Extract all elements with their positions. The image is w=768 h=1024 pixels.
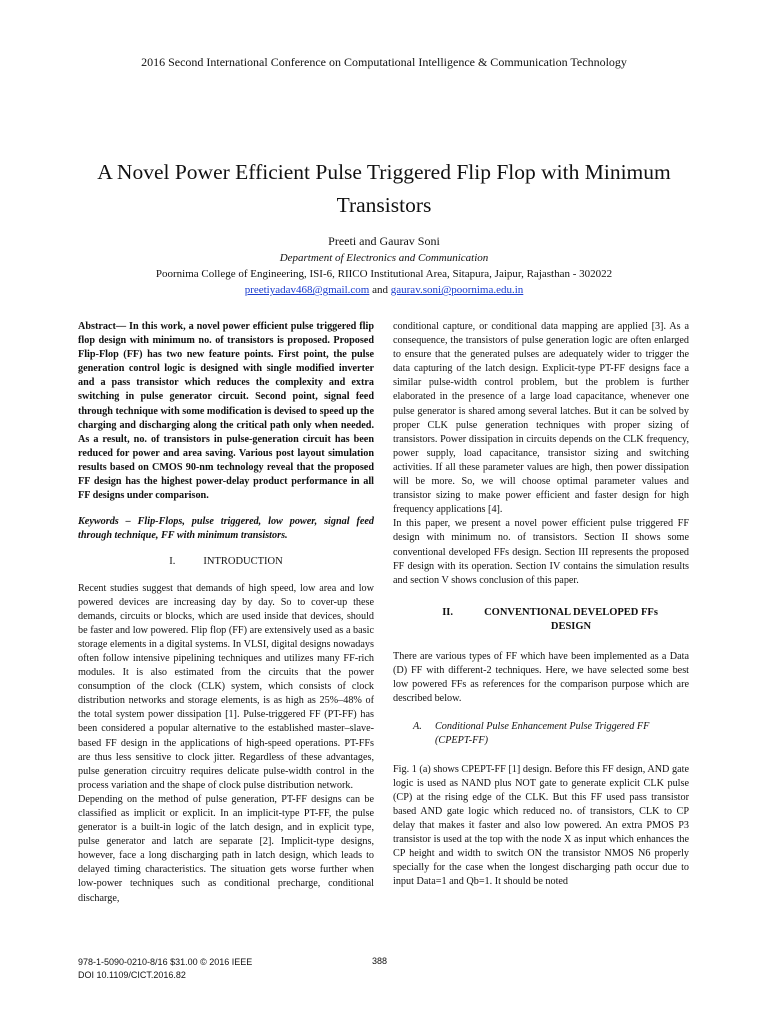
section-title: INTRODUCTION (203, 556, 283, 568)
conference-header: 2016 Second International Conference on Computational Intelligence & Communication Technology (141, 55, 627, 69)
email-separator: and (369, 284, 391, 296)
section-number: II. (442, 606, 453, 618)
section2-paragraph-2: Fig. 1 (a) shows CPEPT-FF [1] design. Before this FF design, AND gate logic is used as NAND plus NOT gate to generate explicit CLK pulse (CP) at the rising edge of the CLK. But this FF used pass transistor based AND gate logic which reduced no. of transistors, CLK to CP delay that makes it faster and also low powered. An extra PMOS P3 transistor is used at the top with the node X as input which enhances the CP height and width to switch ON the transistor NMOS N6 properly specially for the case when the longest discharging path occur due to input Data=1 and Qb=1. It should be noted (393, 763, 689, 888)
title-line-1: A Novel Power Efficient Pulse Triggered Flip Flop with Minimum (97, 160, 671, 184)
abstract: Abstract— In this work, a novel power efficient pulse triggered flip flop design with minimum no. of transistors is proposed. Proposed Flip-Flop (FF) has two new feature points. First point, the pulse generation control logic is designed with single modified inverter and a pass transistor which reduces the complexity and extra switching in pulse generator circuit. Second point, signal feed through technique with some modification is devised to speed up the charging and discharging along the critical path only when needed. As a result, no. of transistors in pulse-generation circuit has been reduced for power and area saving. Various post layout simulation results based on CMOS 90-nm technology reveal that the proposed FF design has the highest power-delay product performance in all FF designs under comparison. (78, 321, 374, 502)
keywords: Keywords – Flip-Flops, pulse triggered, low power, signal feed through technique, FF with minimum transistors. (78, 516, 374, 542)
paper-title (40, 156, 728, 222)
footer-publication-info (78, 956, 252, 982)
footer-doi: DOI 10.1109/CICT.2016.82 (78, 970, 186, 980)
subsection-title: Conditional Pulse Enhancement Pulse Triggered FF (CPEPT-FF) (435, 721, 650, 747)
left-column (78, 320, 374, 906)
section-title-line-2: DESIGN (550, 620, 592, 632)
section-heading-introduction (78, 555, 374, 569)
section2-paragraph-1: There are various types of FF which have been implemented as a Data (D) FF with different-2 techniques. Here, we have selected some best low powered FFs as references for the comparison purpose which are described below. (393, 650, 689, 705)
section-title (483, 606, 689, 634)
right-column (393, 320, 689, 889)
intro-paragraph-4: In this paper, we present a novel power efficient pulse triggered FF design with minimum no. of transistors. Section II shows some conventional developed FFs design. Section III represents the proposed FF design with its operation. Section IV contains the simulation results and section V shows conclusion of this paper. (393, 518, 689, 586)
emails (0, 284, 768, 296)
email-link-1[interactable]: preetiyadav468@gmail.com (244, 284, 370, 296)
footer-isbn: 978-1-5090-0210-8/16 $31.00 © 2016 IEEE (78, 957, 253, 967)
section-number: I. (169, 556, 176, 568)
affiliation: Poornima College of Engineering, ISI-6, RIICO Institutional Area, Sitapura, Jaipur, Rajasthan - 302022 (155, 268, 613, 280)
intro-paragraph-1: Recent studies suggest that demands of high speed, low area and low powered devices are increasing day by day. So to cover-up these demands, circuits or blocks, which are used inside that devices, should be faster and low powered. Flip flop (FF) are extensively used as a basic storage elements in a digital systems. In VLSI, digital designs nowadays often follow intensive pipelining techniques and utilizes many FF-rich modules. It is also estimated from the circuits that the power consumption of the clock (CLK) system, which consists of clock distribution networks and storage elements, is as high as 25%–48% of the total system power dissipation [1]. Pulse-triggered FF (PT-FF) has been considered a popular alternative to the established master–slave-based FF design in the applications of high-speed operations. PT-FFs are thus less sensitive to clock jitter. Regardless of these advantages, pulse generation circuitry requires delicate pulse-width control in the process variation and the shape of clock pulse distribution network. (78, 582, 374, 791)
authors: Preeti and Gaurav Soni (328, 234, 440, 248)
email-link-2[interactable]: gaurav.soni@poornima.edu.in (390, 284, 524, 296)
subsection-number: A. (413, 721, 422, 733)
subsection-heading (393, 720, 689, 748)
intro-paragraph-3: conditional capture, or conditional data mapping are applied [3]. As a consequence, the transistors of pulse generation logic are often enlarged to ensure that the generated pulses are adequately wider to trigger the data capturing of the latch design. Explicit-type PT-FF designs face a similar pulse-width control problem, but the problem is further elaborated in the presence of a large load capacitance, whenever one pulse generator is shared among several latches. But it can be solved by proper CLK pulse generation techniques with proper sizing of transistors. Power dissipation in circuits depends on the CLK frequency, power supply, load capacitance, transistor sizing and switching activities. If all these parameter values are high, then power dissipation will be more. So, we will choose optimal parameter values and transistor sizing to make power efficient and faster design for high frequency applications [4]. (393, 321, 689, 516)
intro-paragraph-2: Depending on the method of pulse generation, PT-FF designs can be classified as implicit or explicit. In an implicit-type PT-FF, the pulse generator is a built-in logic of the latch design, and in explicit type, pulse generator and latch are separate [2]. Implicit-type designs, however, face a long discharging path in latch design, which leads to delayed timing characteristics. The situation gets worse further when low-power techniques such as conditional precharge, conditional discharge, (78, 793, 374, 904)
page-number: 388 (372, 956, 388, 966)
section-title-line-1: CONVENTIONAL DEVELOPED FFs (484, 606, 658, 618)
department: Department of Electronics and Communication (279, 252, 489, 264)
section-heading-conventional (393, 606, 689, 634)
title-line-2: Transistors (336, 193, 432, 217)
